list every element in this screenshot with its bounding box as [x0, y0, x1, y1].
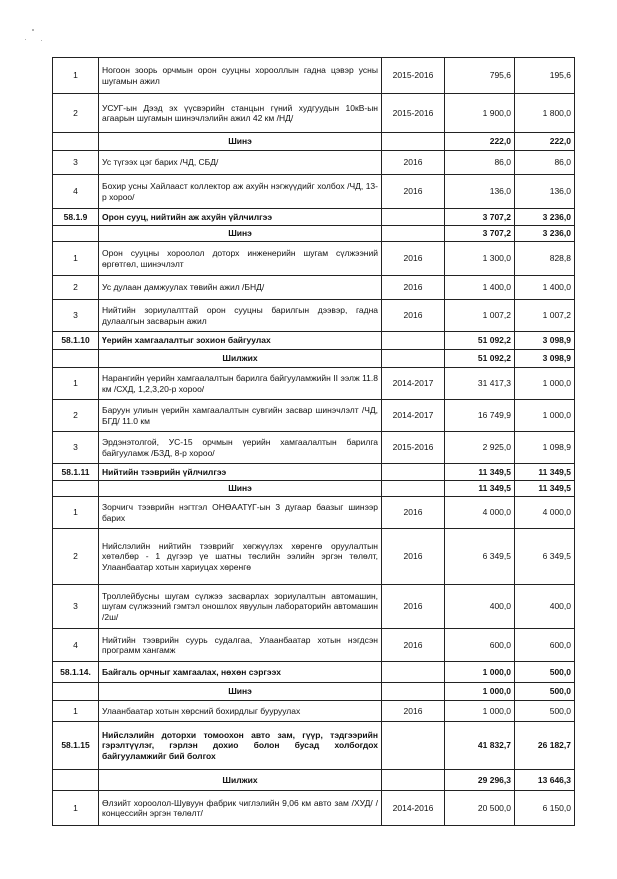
row-total-value: 1 900,0 — [445, 94, 515, 133]
row-number: 58.1.15 — [53, 722, 99, 770]
row-name: Шинэ — [99, 481, 382, 497]
row-year-value: 26 182,7 — [515, 722, 575, 770]
row-year: 2016 — [382, 497, 445, 529]
budget-table-body — [53, 58, 575, 826]
table-row — [53, 276, 575, 300]
table-row — [53, 368, 575, 400]
row-total-value: 600,0 — [445, 629, 515, 662]
subtotal-row — [53, 226, 575, 242]
row-year: 2014-2016 — [382, 791, 445, 826]
row-year-value: 3 236,0 — [515, 226, 575, 242]
row-year-value: 4 000,0 — [515, 497, 575, 529]
row-number: 1 — [53, 58, 99, 94]
row-year: 2014-2017 — [382, 400, 445, 432]
row-name: Троллейбусны шугам сүлжээ засварлах зориулалтын автомашин, шугам сүлжээний гэмтэл оношлох явуулын лабораторийн автомашин /2ш/ — [99, 585, 382, 629]
row-number: 2 — [53, 529, 99, 585]
row-name: Улаанбаатар хотын хөрсний бохирдлыг бууруулах — [99, 701, 382, 722]
row-name: Ус дулаан дамжуулах төвийн ажил /БНД/ — [99, 276, 382, 300]
row-total-value: 2 925,0 — [445, 432, 515, 464]
row-number: 4 — [53, 175, 99, 209]
row-total-value: 400,0 — [445, 585, 515, 629]
row-year-value: 3 236,0 — [515, 209, 575, 226]
row-name: Нийтийн зориулалттай орон сууцны барилгын дээвэр, гадна дулаалгын засварын ажил — [99, 300, 382, 332]
row-number: 3 — [53, 585, 99, 629]
row-total-value: 1 000,0 — [445, 662, 515, 683]
row-number: 58.1.9 — [53, 209, 99, 226]
row-year: 2016 — [382, 151, 445, 175]
row-year-value: 136,0 — [515, 175, 575, 209]
row-year-value: 500,0 — [515, 683, 575, 701]
table-row — [53, 242, 575, 276]
row-total-value: 222,0 — [445, 133, 515, 151]
row-total-value: 16 749,9 — [445, 400, 515, 432]
row-number: 3 — [53, 151, 99, 175]
row-total-value: 1 007,2 — [445, 300, 515, 332]
row-total-value: 31 417,3 — [445, 368, 515, 400]
row-name: Байгаль орчныг хамгаалах, нөхөн сэргээх — [99, 662, 382, 683]
row-year — [382, 770, 445, 791]
row-total-value: 41 832,7 — [445, 722, 515, 770]
table-row — [53, 497, 575, 529]
row-number: 2 — [53, 276, 99, 300]
row-year — [382, 481, 445, 497]
row-name: Шилжих — [99, 770, 382, 791]
row-year-value: 500,0 — [515, 662, 575, 683]
row-number: 1 — [53, 791, 99, 826]
table-row — [53, 400, 575, 432]
row-year-value: 6 150,0 — [515, 791, 575, 826]
row-name: Шинэ — [99, 683, 382, 701]
row-total-value: 1 400,0 — [445, 276, 515, 300]
row-year-value: 600,0 — [515, 629, 575, 662]
row-name: УСУГ-ын Дээд эх үүсвэрийн станцын гүний худгуудын 10кВ-ын агаарын шугамын шинэчлэлийн ажил 42 км /НД/ — [99, 94, 382, 133]
row-total-value: 11 349,5 — [445, 481, 515, 497]
row-name: Баруун улиын үерийн хамгаалалтын сувгийн засвар шинэчлэлт /ЧД, БГД/ 11.0 км — [99, 400, 382, 432]
table-row — [53, 175, 575, 209]
row-year: 2016 — [382, 585, 445, 629]
row-year: 2015-2016 — [382, 58, 445, 94]
row-year-value: 400,0 — [515, 585, 575, 629]
row-name: Нийтийн тээврийн үйлчилгээ — [99, 464, 382, 481]
row-number: 3 — [53, 432, 99, 464]
section-row — [53, 332, 575, 350]
row-total-value: 51 092,2 — [445, 350, 515, 368]
subtotal-row — [53, 133, 575, 151]
row-year-value: 11 349,5 — [515, 481, 575, 497]
row-name: Шинэ — [99, 133, 382, 151]
row-year — [382, 133, 445, 151]
row-year-value: 3 098,9 — [515, 350, 575, 368]
subtotal-row — [53, 770, 575, 791]
row-year-value: 13 646,3 — [515, 770, 575, 791]
table-row — [53, 529, 575, 585]
row-year: 2016 — [382, 529, 445, 585]
row-year-value: 828,8 — [515, 242, 575, 276]
row-number: 4 — [53, 629, 99, 662]
row-name: Үерийн хамгаалалтыг зохион байгуулах — [99, 332, 382, 350]
row-year: 2016 — [382, 300, 445, 332]
row-total-value: 3 707,2 — [445, 226, 515, 242]
row-number: 1 — [53, 701, 99, 722]
row-name: Эрдэнэтолгой, УС-15 орчмын үерийн хамгаалалтын барилга байгууламж /БЗД, 8-р хороо/ — [99, 432, 382, 464]
row-total-value: 20 500,0 — [445, 791, 515, 826]
row-year-value: 1 000,0 — [515, 400, 575, 432]
row-name: Нийтийн тээврийн суурь судалгаа, Улаанбаатар хотын нэгдсэн программ хангамж — [99, 629, 382, 662]
subtotal-row — [53, 481, 575, 497]
row-total-value: 86,0 — [445, 151, 515, 175]
section-row — [53, 209, 575, 226]
row-year — [382, 209, 445, 226]
row-year-value: 500,0 — [515, 701, 575, 722]
row-total-value: 29 296,3 — [445, 770, 515, 791]
row-year: 2015-2016 — [382, 432, 445, 464]
row-name: Нийслэлийн доторхи томоохон авто зам, гүүр, тэдгээрийн гэрэлтүүлэг, гэрлэн дохио болон бусад холбогдох байгууламжийг бий болгох — [99, 722, 382, 770]
row-total-value: 136,0 — [445, 175, 515, 209]
row-total-value: 51 092,2 — [445, 332, 515, 350]
row-number: 3 — [53, 300, 99, 332]
row-number: 58.1.14. — [53, 662, 99, 683]
row-number: 2 — [53, 94, 99, 133]
row-year — [382, 662, 445, 683]
budget-table — [52, 57, 575, 826]
table-row — [53, 300, 575, 332]
row-year — [382, 464, 445, 481]
row-year-value: 222,0 — [515, 133, 575, 151]
row-year: 2016 — [382, 175, 445, 209]
row-name: Өлзийт хороолол-Шувуун фабрик чиглэлийн 9,06 км авто зам /ХУД/ /концессийн эргэн төлөлт/ — [99, 791, 382, 826]
row-number — [53, 133, 99, 151]
row-year: 2015-2016 — [382, 94, 445, 133]
row-year-value: 1 800,0 — [515, 94, 575, 133]
row-number: 1 — [53, 497, 99, 529]
row-total-value: 6 349,5 — [445, 529, 515, 585]
row-year — [382, 722, 445, 770]
scan-speck — [41, 40, 42, 41]
row-total-value: 1 000,0 — [445, 683, 515, 701]
row-number — [53, 770, 99, 791]
row-total-value: 3 707,2 — [445, 209, 515, 226]
scan-speck — [32, 29, 34, 31]
row-year: 2016 — [382, 629, 445, 662]
row-name: Ногоон зоорь орчмын орон сууцны хорооллын гадна цэвэр усны шугамын ажил — [99, 58, 382, 94]
table-row — [53, 58, 575, 94]
section-row — [53, 464, 575, 481]
row-year-value: 11 349,5 — [515, 464, 575, 481]
row-number: 1 — [53, 242, 99, 276]
row-year-value: 1 098,9 — [515, 432, 575, 464]
row-year — [382, 350, 445, 368]
row-number — [53, 350, 99, 368]
row-name: Зорчигч тээврийн нэгтгэл ОНӨААТҮГ-ын 3 дугаар баазыг шинээр барих — [99, 497, 382, 529]
table-row — [53, 94, 575, 133]
row-year — [382, 683, 445, 701]
row-number — [53, 226, 99, 242]
row-year-value: 1 400,0 — [515, 276, 575, 300]
row-year — [382, 332, 445, 350]
row-year-value: 1 000,0 — [515, 368, 575, 400]
table-row — [53, 151, 575, 175]
row-name: Шинэ — [99, 226, 382, 242]
row-total-value: 795,6 — [445, 58, 515, 94]
row-year-value: 86,0 — [515, 151, 575, 175]
row-number — [53, 683, 99, 701]
table-row — [53, 585, 575, 629]
row-name: Шилжих — [99, 350, 382, 368]
row-total-value: 11 349,5 — [445, 464, 515, 481]
row-year-value: 3 098,9 — [515, 332, 575, 350]
row-name: Ус түгээх цэг барих /ЧД, СБД/ — [99, 151, 382, 175]
table-row — [53, 432, 575, 464]
subtotal-row — [53, 350, 575, 368]
row-total-value: 4 000,0 — [445, 497, 515, 529]
row-name: Орон сууцны хороолол доторх инженерийн шугам сүлжээний өргөтгөл, шинэчлэлт — [99, 242, 382, 276]
row-number: 58.1.11 — [53, 464, 99, 481]
section-row — [53, 722, 575, 770]
scan-speck — [25, 39, 26, 40]
row-name: Орон сууц, нийтийн аж ахуйн үйлчилгээ — [99, 209, 382, 226]
row-year-value: 195,6 — [515, 58, 575, 94]
row-year-value: 1 007,2 — [515, 300, 575, 332]
row-year: 2016 — [382, 701, 445, 722]
section-row — [53, 662, 575, 683]
table-row — [53, 791, 575, 826]
row-year-value: 6 349,5 — [515, 529, 575, 585]
row-year: 2016 — [382, 242, 445, 276]
row-number — [53, 481, 99, 497]
table-row — [53, 629, 575, 662]
subtotal-row — [53, 683, 575, 701]
row-name: Нарангийн үерийн хамгаалалтын барилга байгууламжийн II ээлж 11.8 км /СХД, 1,2,3,20-р хороо/ — [99, 368, 382, 400]
row-number: 1 — [53, 368, 99, 400]
row-year — [382, 226, 445, 242]
row-name: Нийслэлийн нийтийн тээврийг хөгжүүлэх хөренгө оруулалтын хөтөлбөр - 1 дүгээр үе шатны төслийн ээлийн эргэн төлөлт, Улаанбаатар хотын хариуцах хөренгө — [99, 529, 382, 585]
row-number: 2 — [53, 400, 99, 432]
row-year: 2016 — [382, 276, 445, 300]
row-number: 58.1.10 — [53, 332, 99, 350]
row-total-value: 1 000,0 — [445, 701, 515, 722]
row-name: Бохир усны Хайлааст коллектор аж ахуйн нэгжүүдийг холбох /ЧД, 13-р хороо/ — [99, 175, 382, 209]
row-total-value: 1 300,0 — [445, 242, 515, 276]
row-year: 2014-2017 — [382, 368, 445, 400]
table-row — [53, 701, 575, 722]
